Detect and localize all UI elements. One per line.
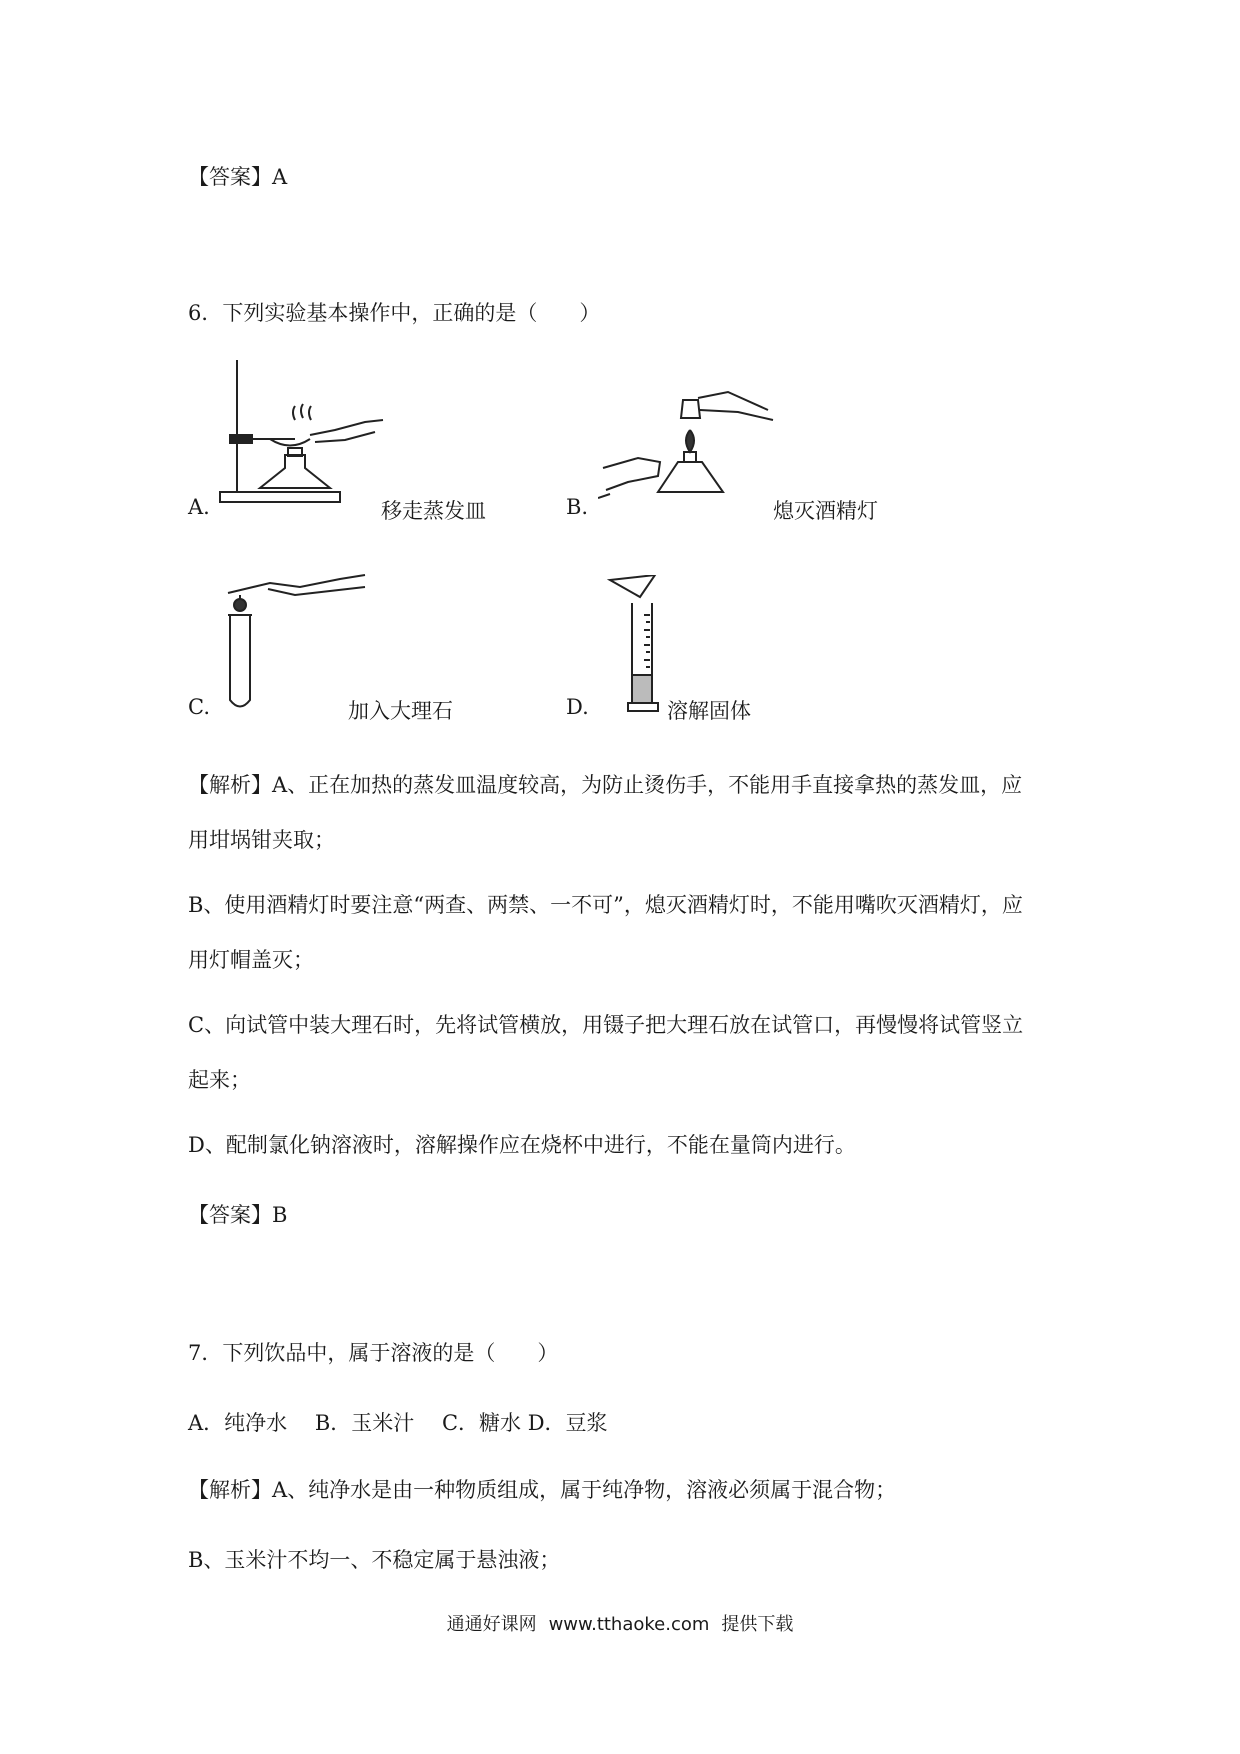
q6-analysis-line-3: B、使用酒精灯时要注意“两查、两禁、一不可”，熄灭酒精灯时，不能用嘴吹灭酒精灯，应 <box>188 893 1023 917</box>
figure-b-alcohol-lamp <box>598 380 778 515</box>
option-c-label: C. <box>188 695 210 719</box>
footer-url[interactable]: www.tthaoke.com <box>548 1614 710 1635</box>
option-a-label: A. <box>188 495 210 519</box>
q6-stem: 6．下列实验基本操作中，正确的是（ ） <box>188 301 601 325</box>
q7-options: A．纯净水 B．玉米汁 C．糖水 D．豆浆 <box>188 1411 608 1435</box>
q6-analysis-line-1: 【解析】A、正在加热的蒸发皿温度较高，为防止烫伤手，不能用手直接拿热的蒸发皿，应 <box>188 773 1023 797</box>
option-b-label: B. <box>566 495 589 519</box>
option-c-caption: 加入大理石 <box>348 699 453 723</box>
option-a-caption: 移走蒸发皿 <box>381 499 486 523</box>
q6-analysis-line-5: C、向试管中装大理石时，先将试管横放，用镊子把大理石放在试管口，再慢慢将试管竖立 <box>188 1013 1024 1037</box>
q6-analysis-line-2: 用坩埚钳夹取； <box>188 828 335 852</box>
figure-a-evaporating-dish <box>215 360 385 510</box>
figure-c-test-tube <box>220 565 370 715</box>
figure-d-graduated-cylinder <box>600 575 690 715</box>
q7-stem: 7．下列饮品中，属于溶液的是（ ） <box>188 1341 559 1365</box>
footer-note: 提供下载 <box>721 1614 794 1635</box>
q7-analysis-line-1: 【解析】A、纯净水是由一种物质组成，属于纯净物，溶液必须属于混合物； <box>188 1478 897 1502</box>
q7-analysis-line-2: B、玉米汁不均一、不稳定属于悬浊液； <box>188 1548 561 1572</box>
answer-q5: 【答案】A <box>188 165 288 189</box>
page-footer <box>0 1610 1240 1636</box>
option-b-caption: 熄灭酒精灯 <box>773 499 878 523</box>
q6-analysis-line-4: 用灯帽盖灭； <box>188 948 314 972</box>
q6-answer: 【答案】B <box>188 1203 288 1227</box>
q6-analysis-line-7: D、配制氯化钠溶液时，溶解操作应在烧杯中进行，不能在量筒内进行。 <box>188 1133 856 1157</box>
option-d-caption: 溶解固体 <box>667 699 751 723</box>
q6-analysis-line-6: 起来； <box>188 1068 251 1092</box>
footer-site-name: 通通好课网 <box>446 1614 537 1635</box>
option-d-label: D. <box>566 695 589 719</box>
